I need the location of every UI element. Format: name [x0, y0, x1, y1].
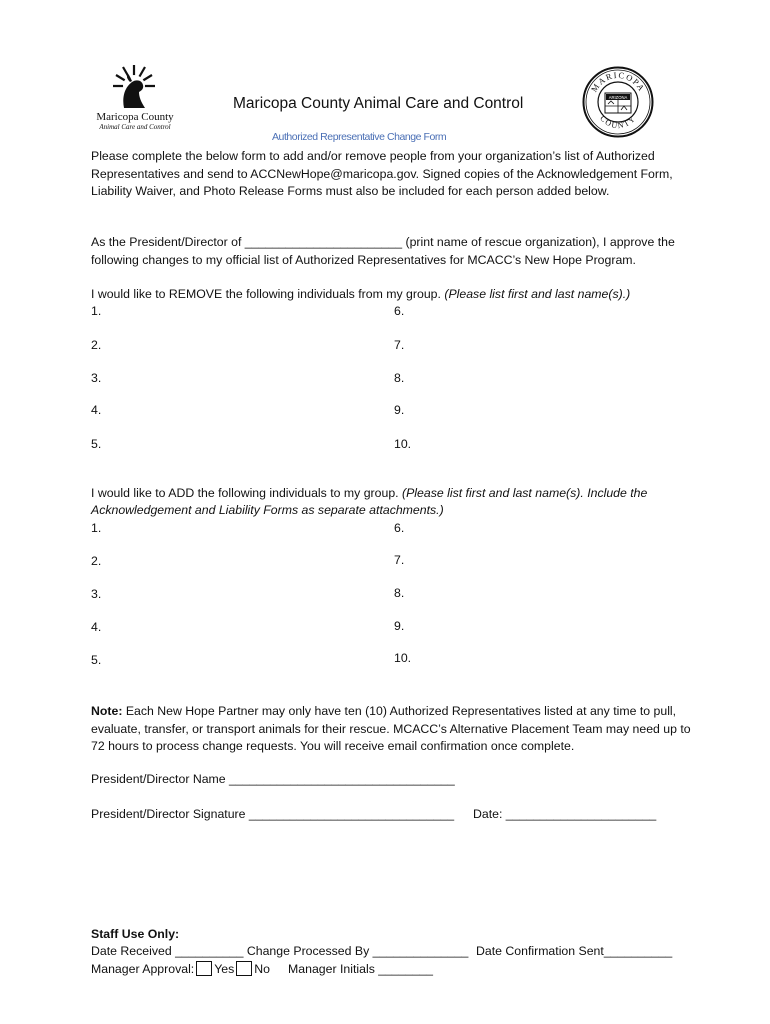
- intro-paragraph: Please complete the below form to add and/or remove people from your organization’s list of Authorized Representatives and send to ACCNewHope@maricopa.gov. Signed copies of the Acknowledgement Form, Liability Waiver, and Photo Release Forms must also be included for each person added below.: [91, 149, 673, 198]
- add-lead: I would like to ADD the following individuals to my group.: [91, 486, 402, 500]
- remove-number-3: 3.: [91, 371, 102, 385]
- remove-number-10: 10.: [394, 437, 412, 451]
- add-number-1: 1.: [91, 521, 102, 535]
- add-number-9: 9.: [394, 619, 405, 633]
- dog-sun-logo-icon: [112, 64, 156, 110]
- add-instruction-2: Acknowledgement and Liability Forms as separate attachments.): [91, 503, 444, 517]
- add-instruction-1: (Please list first and last name(s). Include the: [402, 486, 648, 500]
- director-name-line[interactable]: President/Director Name _________________________________: [91, 772, 455, 786]
- seal-top-text: MARICOPA: [588, 69, 648, 94]
- seal-center-text: ARIZONA: [608, 95, 628, 100]
- note-text: Each New Hope Partner may only have ten (10) Authorized Representatives listed at any time to pull, evaluate, transfer, or transport animals for their rescue. MCACC’s Alternative Placement Team may need up to 72 hours to process change requests. You will receive email confirmation once complete.: [91, 704, 691, 753]
- add-number-7: 7.: [394, 553, 405, 567]
- date-line[interactable]: Date: ______________________: [473, 807, 657, 821]
- no-label: No: [254, 962, 271, 976]
- add-number-8: 8.: [394, 586, 405, 600]
- remove-number-9: 9.: [394, 403, 405, 417]
- org-tagline: Animal Care and Control: [99, 123, 171, 131]
- approval-paragraph: As the President/Director of _______________________ (print name of rescue organization), I approve the following changes to my official list of Authorized Representatives for MCACC’s New Hope Program.: [91, 235, 675, 267]
- note-paragraph: [91, 703, 691, 756]
- no-checkbox[interactable]: [236, 961, 252, 976]
- note-label: Note:: [91, 704, 123, 718]
- add-number-4: 4.: [91, 620, 102, 634]
- remove-number-4: 4.: [91, 403, 102, 417]
- add-heading: [91, 486, 647, 500]
- manager-approval-row: [91, 961, 433, 976]
- seal-bottom-text: COUNTY: [598, 113, 638, 131]
- remove-number-1: 1.: [91, 304, 102, 318]
- add-number-10: 10.: [394, 651, 412, 665]
- yes-label: Yes: [214, 962, 235, 976]
- svg-text:COUNTY: [598, 114, 638, 130]
- remove-instruction: (Please list first and last name(s).): [444, 287, 631, 301]
- add-number-6: 6.: [394, 521, 405, 535]
- org-name: Maricopa County: [96, 111, 174, 123]
- remove-heading: [91, 287, 630, 301]
- remove-number-8: 8.: [394, 371, 405, 385]
- remove-number-5: 5.: [91, 437, 102, 451]
- remove-number-2: 2.: [91, 338, 102, 352]
- yes-checkbox[interactable]: [196, 961, 212, 976]
- director-signature-line[interactable]: President/Director Signature ______________________________: [91, 807, 455, 821]
- page-title: Maricopa County Animal Care and Control: [233, 95, 524, 112]
- manager-initials-line[interactable]: Manager Initials ________: [288, 962, 433, 976]
- manager-approval-label: Manager Approval:: [91, 962, 195, 976]
- remove-lead: I would like to REMOVE the following individuals from my group.: [91, 287, 445, 301]
- county-seal: [582, 66, 654, 138]
- staff-use-heading: Staff Use Only:: [91, 927, 180, 941]
- mcacc-logo: [94, 64, 176, 134]
- staff-date-received-line[interactable]: Date Received __________ Change Processed By ______________: [91, 944, 469, 958]
- add-number-2: 2.: [91, 554, 102, 568]
- remove-number-6: 6.: [394, 304, 405, 318]
- remove-number-7: 7.: [394, 338, 405, 352]
- form-subtitle: Authorized Representative Change Form: [272, 131, 447, 143]
- add-number-5: 5.: [91, 653, 102, 667]
- add-number-3: 3.: [91, 587, 102, 601]
- staff-confirmation-line[interactable]: Date Confirmation Sent__________: [476, 944, 673, 958]
